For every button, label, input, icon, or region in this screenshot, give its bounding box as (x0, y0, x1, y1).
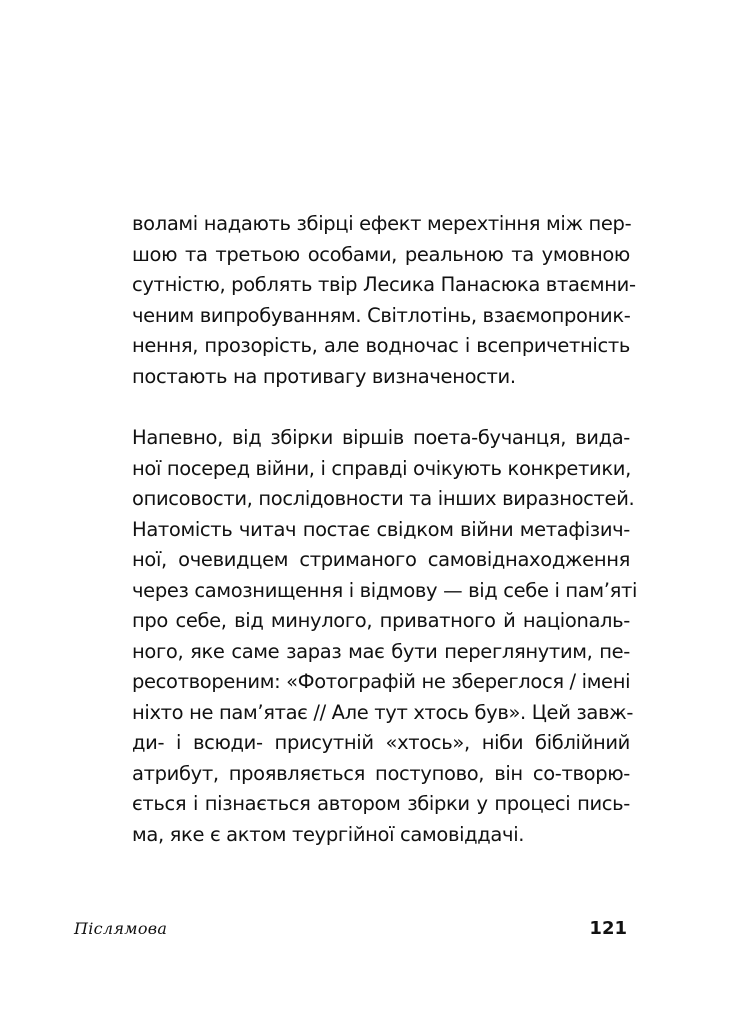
text-line: ного, яке саме зараз має бути переглянутим, пе- (132, 639, 630, 663)
text-line: ди- і всюди- присутній «хтось», ніби біблійний (132, 731, 630, 754)
text-line: нення, прозорість, але водночас і всепричетність (132, 334, 630, 357)
text-line: через самознищення і відмову — від себе і пам’яті (132, 578, 638, 602)
text-line: сутністю, роблять твір Лесика Панасюка втаємни- (132, 273, 636, 296)
text-line: шою та третьою особами, реальною та умовною (132, 242, 630, 266)
text-line: про себе, від минулого, приватного й націonaль- (132, 609, 630, 632)
text-line: ної, очевидцем стриманого самовіднаходження (132, 548, 630, 571)
text-line: ніхто не пам’ятає // Але тут хтось був». Цей завж- (132, 700, 634, 724)
text-line: ма, яке є актом теургійної самовіддачі. (132, 822, 525, 846)
text-line: описовости, послідовности та інших виразностей. (132, 487, 635, 510)
text-line: Натомість читач постає свідком війни метафізич- (132, 517, 630, 541)
text-line: постають на противагу визначености. (132, 364, 516, 388)
text-line: воламі надають збірці ефект мерехтіння між пер- (132, 212, 632, 235)
page-number: 121 (589, 918, 627, 939)
paragraph-2 (132, 423, 638, 850)
text-line: Напевно, від збірки віршів поета-бучанця, вида- (132, 426, 630, 449)
running-footer-section: Післямова (74, 919, 168, 938)
text-line: ної посеред війни, і справді очікують конкретики, (132, 456, 631, 480)
text-line: атрибут, проявляється поступово, він со-творю- (132, 761, 630, 785)
text-line: ченим випробуванням. Світлотінь, взаємопроник- (132, 303, 631, 327)
text-line: ресотвореним: «Фотографій не збереглося / імені (132, 670, 631, 693)
paragraph-1 (132, 209, 636, 392)
text-line: ється і пізнається автором збірки у процесі пись- (132, 792, 630, 815)
